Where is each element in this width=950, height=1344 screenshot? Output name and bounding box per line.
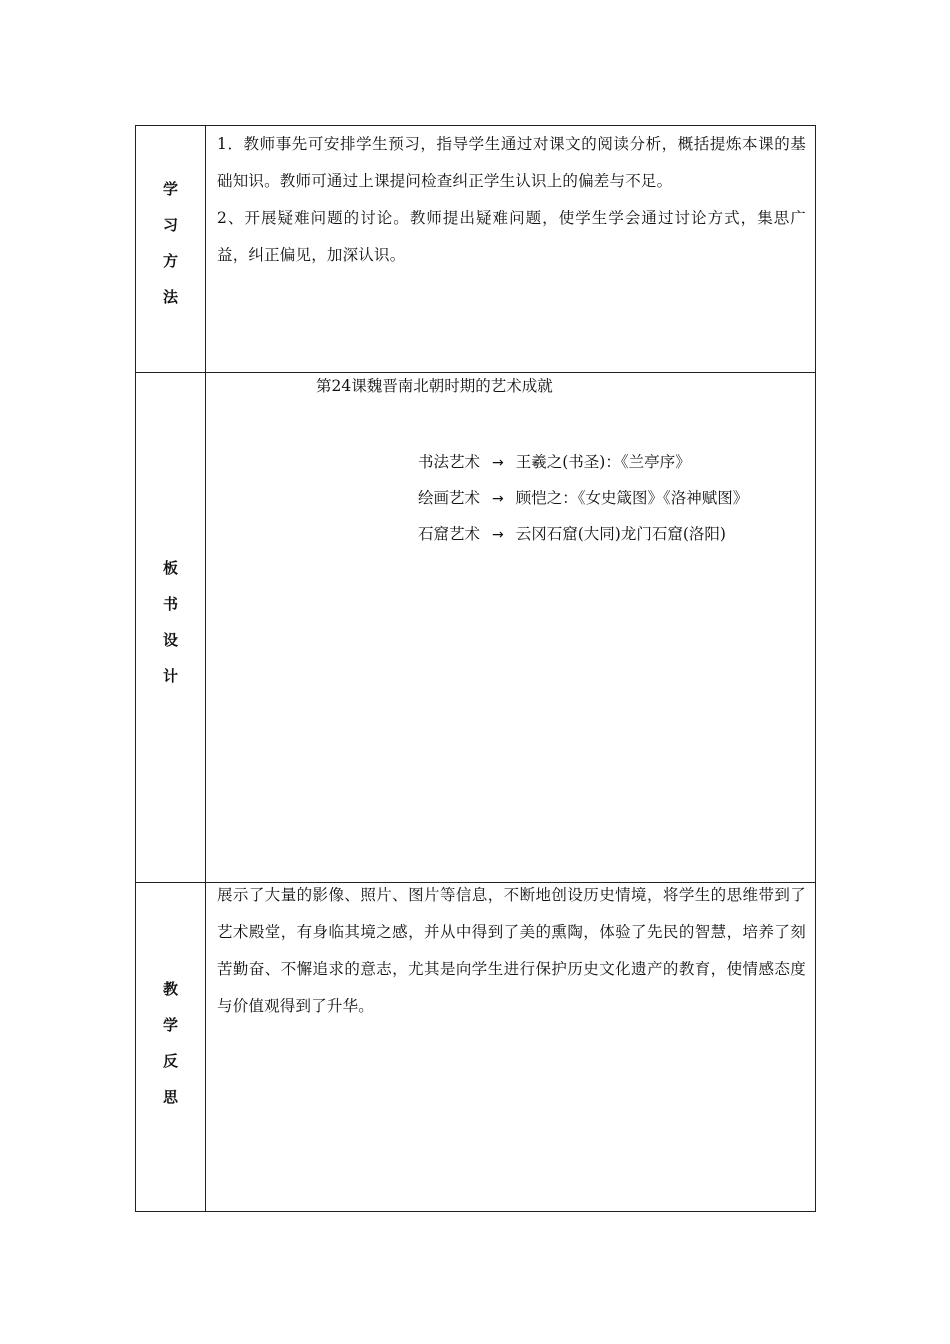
board-label — [136, 550, 205, 694]
reflection-label-char: 思 — [162, 1088, 178, 1106]
methods-label — [136, 171, 205, 315]
reflection-label-char: 反 — [162, 1052, 178, 1070]
board-line — [418, 444, 748, 480]
methods-label-char: 法 — [162, 288, 178, 306]
lesson-plan-table — [135, 125, 816, 1212]
reflection-row — [136, 883, 816, 1212]
methods-label-char: 习 — [162, 216, 178, 234]
methods-row — [136, 126, 816, 373]
board-line — [418, 480, 748, 516]
board-label-char: 设 — [162, 631, 178, 649]
board-line-detail: 顾恺之：《女史箴图》《洛神赋图》 — [515, 489, 749, 507]
board-line — [418, 516, 748, 552]
methods-label-char: 学 — [162, 180, 178, 198]
methods-content-cell — [206, 126, 816, 373]
board-label-char: 书 — [162, 595, 178, 613]
arrow-right-icon: → — [492, 527, 504, 543]
board-line-category: 石窟艺术 — [418, 525, 481, 543]
methods-paragraph-1: 1．教师事先可安排学生预习，指导学生通过对课文的阅读分析，概括提炼本课的基础知识。教师可通过上课提问检查纠正学生认识上的偏差与不足。 — [217, 135, 806, 190]
board-line-category: 书法艺术 — [418, 453, 481, 471]
methods-text — [217, 126, 806, 274]
reflection-content-cell — [206, 883, 816, 1212]
board-label-cell — [136, 373, 206, 883]
board-content-cell — [206, 373, 816, 883]
board-lines — [418, 444, 748, 552]
reflection-label — [136, 971, 205, 1115]
board-line-detail: 云冈石窟(大同)龙门石窟(洛阳) — [515, 525, 726, 543]
board-row — [136, 373, 816, 883]
board-title: 第24课魏晋南北朝时期的艺术成就 — [316, 377, 553, 395]
methods-label-cell — [136, 126, 206, 373]
reflection-label-char: 学 — [162, 1016, 178, 1034]
arrow-right-icon: → — [492, 491, 504, 507]
methods-paragraph-2: 2、开展疑难问题的讨论。教师提出疑难问题，使学生学会通过讨论方式，集思广益，纠正偏见，加深认识。 — [217, 209, 806, 264]
board-line-category: 绘画艺术 — [418, 489, 481, 507]
methods-label-char: 方 — [162, 252, 178, 270]
board-label-char: 计 — [162, 667, 178, 685]
reflection-label-char: 教 — [162, 980, 178, 998]
board-label-char: 板 — [162, 559, 178, 577]
board-line-detail: 王羲之(书圣)：《兰亭序》 — [515, 453, 691, 471]
reflection-label-cell — [136, 883, 206, 1212]
reflection-paragraph: 展示了大量的影像、照片、图片等信息，不断地创设历史情境，将学生的思维带到了艺术殿堂，有身临其境之感，并从中得到了美的熏陶，体验了先民的智慧，培养了刻苦勤奋、不懈追求的意志，尤其是向学生进行保护历史文化遗产的教育，使情感态度与价值观得到了升华。 — [217, 886, 806, 1015]
reflection-text — [217, 877, 806, 1025]
arrow-right-icon: → — [492, 455, 504, 471]
